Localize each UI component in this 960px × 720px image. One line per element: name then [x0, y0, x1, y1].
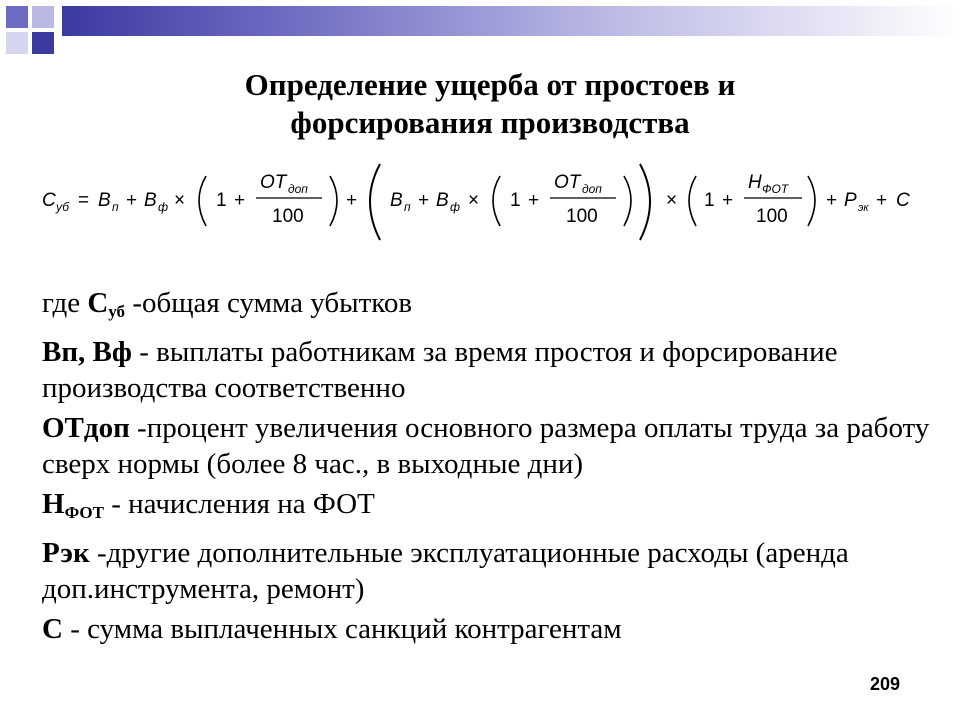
corner-square-2: [32, 6, 54, 28]
formula-h-sub: ФОТ: [762, 182, 789, 196]
corner-square-1: [6, 6, 28, 28]
def-other-expenses-symbol: Рэк: [42, 537, 90, 569]
title-line-2: форсирования производства: [290, 105, 690, 140]
corner-square-3: [32, 32, 54, 54]
formula-lhs: С: [42, 190, 56, 211]
formula-p: Р: [844, 190, 857, 211]
def-payments: Вп, Вф - выплаты работникам за время простоя и форсирование производства соответственно: [42, 336, 838, 404]
def-payments-symbol: Вп, Вф: [42, 336, 132, 368]
corner-square-4: [6, 32, 28, 54]
formula-p-sub: эк: [858, 202, 869, 214]
formula-b4-sub: ф: [450, 200, 461, 214]
header-gradient-bar: [62, 6, 960, 36]
def-total-loss-symbol: С: [87, 287, 109, 319]
formula-b1-sub: п: [112, 200, 119, 214]
formula-times-3: ×: [666, 190, 678, 211]
formula-eq: =: [78, 190, 90, 211]
formula-times-1: ×: [174, 190, 186, 211]
def-overtime-symbol: ОТдоп: [42, 412, 130, 444]
formula-c: С: [896, 190, 910, 211]
formula-plus-6: +: [722, 190, 734, 211]
formula-plus-3: +: [346, 190, 358, 211]
def-other-expenses: Рэк -другие дополнительные эксплуатационные расходы (аренда доп.инструмента, ремонт): [42, 537, 849, 605]
formula-times-2: ×: [468, 190, 480, 211]
def-sanctions: С - сумма выплаченных санкций контрагентам: [42, 613, 622, 645]
title-line-1: Определение ущерба от простоев и: [244, 67, 736, 102]
formula-b3-sub: п: [404, 200, 411, 214]
page-number: 209: [869, 674, 900, 694]
formula-b3: В: [390, 190, 403, 211]
def-payroll-symbol: Н: [42, 488, 65, 520]
formula-lhs-sub: уб: [56, 200, 70, 214]
formula-ot-2: ОТ: [554, 172, 581, 193]
formula-hundred-1: 100: [272, 206, 304, 227]
formula-plus-5: +: [528, 190, 540, 211]
formula-plus-8: +: [876, 190, 888, 211]
formula-ot-2-sub: доп: [582, 182, 602, 196]
formula-plus-4: +: [418, 190, 430, 211]
formula-ot-1-sub: доп: [288, 182, 308, 196]
def-sanctions-symbol: С: [42, 613, 63, 645]
formula-plus-2: +: [234, 190, 246, 211]
formula-ot-1: ОТ: [260, 172, 287, 193]
formula-b2: В: [144, 190, 157, 211]
formula-one-2: 1: [510, 190, 521, 211]
formula-one-3: 1: [704, 190, 715, 211]
definitions-list: [42, 285, 942, 651]
slide-title: [150, 66, 830, 142]
formula-b1: В: [98, 190, 111, 211]
formula-hundred-3: 100: [756, 206, 788, 227]
def-total-loss: где $С_{уб}$ -общая сумма убытков: [42, 287, 413, 321]
formula-h: Н: [748, 172, 762, 193]
def-overtime: ОТдоп -процент увеличения основного размера оплаты труда за работу сверх нормы (более 8 час., в выходные дни): [42, 412, 930, 480]
formula-plus-7: +: [826, 190, 838, 211]
formula-b2-sub: ф: [158, 200, 169, 214]
formula-plus-1: +: [126, 190, 138, 211]
formula-one-1: 1: [216, 190, 227, 211]
damage-formula: [40, 158, 940, 248]
formula-b4: В: [436, 190, 449, 211]
def-payroll-charges: $Н_{ФОТ}$ - начисления на ФОТ: [42, 488, 375, 522]
formula-hundred-2: 100: [566, 206, 598, 227]
